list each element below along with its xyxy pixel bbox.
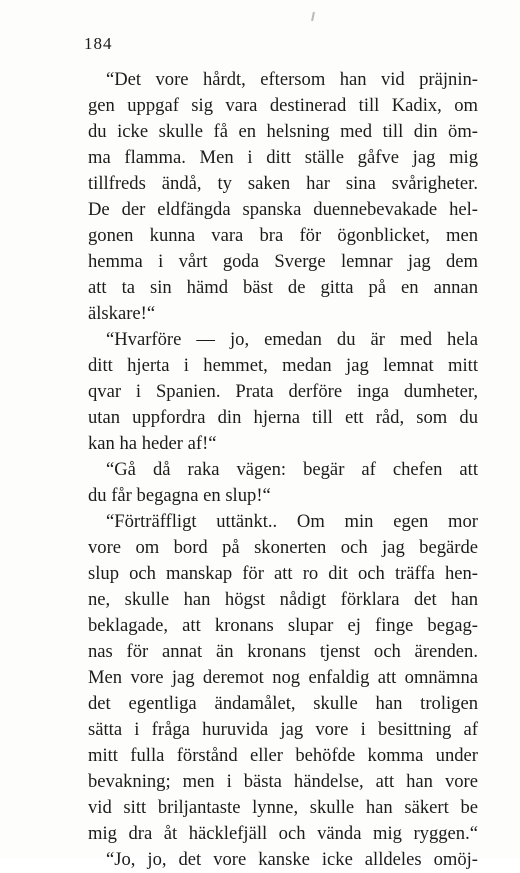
text-line: “Hvarföre — jo, emedan du är med hela [106, 329, 478, 350]
text-line: ma flamma. Men i ditt ställe gåfve jag mig [88, 147, 478, 168]
margin-mark [311, 12, 315, 21]
text-line: “Jo, jo, det vore kanske icke alldeles omöj- [106, 849, 478, 870]
text-line: slup och manskap för att ro dit och träffa hen- [88, 563, 478, 584]
text-line: du icke skulle få en helsning med till din öm- [88, 121, 478, 142]
text-line: mig dra åt häcklefjäll och vända mig ryggen.“ [88, 823, 478, 844]
text-line: “Förträffligt uttänkt.. Om min egen mor [106, 511, 478, 532]
text-line: kan ha heder af!“ [88, 433, 217, 454]
text-line: hemma i vårt goda Sverge lemnar jag dem [88, 251, 478, 272]
text-line: vid sitt briljantaste lynne, skulle han säkert be [88, 797, 478, 818]
text-line: gen uppgaf sig vara destinerad till Kadix, om [88, 95, 478, 116]
text-line: ditt hjerta i hemmet, medan jag lemnat mitt [88, 355, 478, 376]
text-line: De der eldfängda spanska duennebevakade hel- [88, 199, 478, 220]
text-line: gonen kunna vara bra för ögonblicket, men [88, 225, 478, 246]
text-line: beklagade, att kronans slupar ej finge begag- [88, 615, 478, 636]
text-line: vore om bord på skonerten och jag begärde [88, 537, 478, 558]
text-line: att ta sin hämd bäst de gitta på en annan [88, 277, 478, 298]
text-line: mitt fulla förstånd eller behöfde komma under [88, 745, 478, 766]
text-line: qvar i Spanien. Prata derföre inga dumheter, [88, 381, 478, 402]
text-line: älskare!“ [88, 303, 156, 324]
text-line: Men vore jag deremot nog enfaldig att omnämna [88, 667, 478, 688]
text-line: nas för annat än kronans tjenst och ärenden. [88, 641, 478, 662]
text-line: sätta i fråga huruvida jag vore i besittning af [88, 719, 478, 740]
text-line: det egentliga ändamålet, skulle han troligen [88, 693, 478, 714]
text-line: bevakning; men i bästa händelse, att han vore [88, 771, 478, 792]
text-line: du får begagna en slup!“ [88, 485, 271, 506]
body-text [88, 67, 478, 873]
text-line: “Det vore hårdt, eftersom han vid präjnin- [106, 69, 478, 90]
page-number: 184 [84, 34, 113, 53]
text-line: utan uppfordra din hjerna till ett råd, som du [88, 407, 478, 428]
text-line: “Gå då raka vägen: begär af chefen att [106, 459, 478, 480]
text-line: ne, skulle han högst nådigt förklara det han [88, 589, 478, 610]
text-line: tillfreds ändå, ty saken har sina svårigheter. [88, 173, 478, 194]
